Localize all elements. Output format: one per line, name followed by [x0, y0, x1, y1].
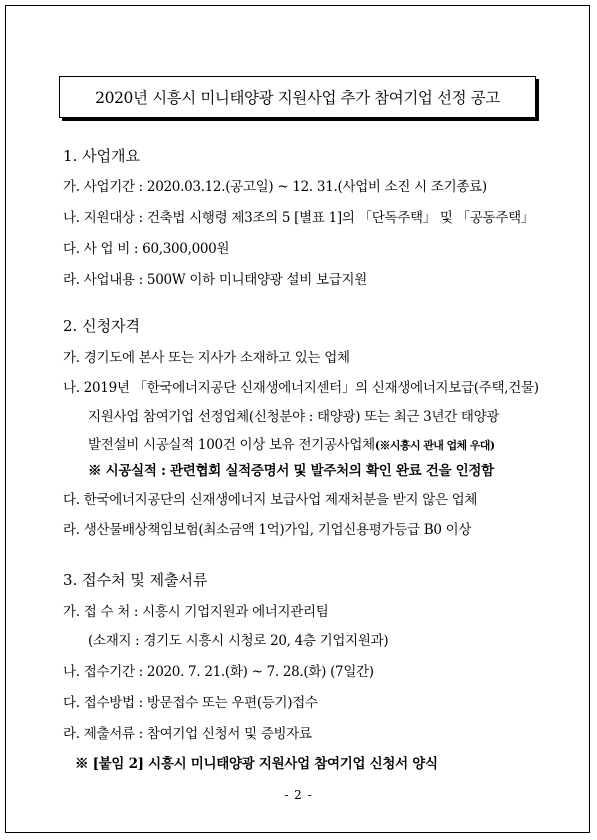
section-3-heading: 3. 접수처 및 제출서류: [63, 571, 208, 589]
page-number: - 2 -: [284, 788, 313, 802]
section-2-item-b-cont-1: 지원사업 참여기업 선정업체(신청분야 : 태양광) 또는 최근 3년간 태양광: [88, 409, 500, 425]
attachment-note: ※ [붙임 2] 시흥시 미니태양광 지원사업 참여기업 신청서 양식: [75, 756, 438, 772]
section-3-item-b: 나. 접수기간 : 2020. 7. 21.(화) ~ 7. 28.(화) (7일간): [63, 664, 374, 680]
section-1-item-a: 가. 사업기간 : 2020.03.12.(공고일) ~ 12. 31.(사업비 소진 시 조기종료): [63, 179, 487, 195]
section-3-item-c: 다. 접수방법 : 방문접수 또는 우편(등기)접수: [63, 695, 318, 711]
section-2-item-b-cont-2: [88, 435, 494, 456]
section-1-heading: 1. 사업개요: [63, 147, 141, 165]
local-preference-note: (※시흥시 관내 업체 우대): [374, 439, 495, 452]
section-2-item-d: 라. 생산물배상책임보험(최소금액 1억)가입, 기업신용평가등급 B0 이상: [63, 522, 472, 538]
section-2-item-b-cont-2-text: 발전설비 시공실적 100건 이상 보유 전기공사업체: [88, 437, 375, 453]
section-1-item-c: 다. 사 업 비 : 60,300,000원: [63, 241, 230, 257]
section-2-item-a: 가. 경기도에 본사 또는 지사가 소재하고 있는 업체: [63, 350, 350, 366]
section-1-item-d: 라. 사업내용 : 500W 이하 미니태양광 설비 보급지원: [63, 272, 367, 288]
section-2-item-b: 나. 2019년 「한국에너지공단 신재생에너지센터」의 신재생에너지보급(주택,건물): [63, 380, 539, 396]
section-1-item-b: 나. 지원대상 : 건축법 시행령 제3조의 5 [별표 1]의 「단독주택」 및 「공동주택」: [63, 210, 535, 226]
section-3-item-a: 가. 접 수 처 : 시흥시 기업지원과 에너지관리팀: [63, 604, 329, 620]
document-title: 2020년 시흥시 미니태양광 지원사업 추가 참여기업 선정 공고: [59, 76, 536, 118]
section-2-heading: 2. 신청자격: [63, 317, 141, 335]
construction-record-note: ※ 시공실적 : 관련협회 실적증명서 및 발주처의 확인 완료 건을 인정함: [88, 463, 494, 479]
section-3-item-d: 라. 제출서류 : 참여기업 신청서 및 증빙자료: [63, 726, 312, 742]
section-2-item-c: 다. 한국에너지공단의 신재생에너지 보급사업 제재처분을 받지 않은 업체: [63, 492, 478, 508]
section-3-item-a-address: (소재지 : 경기도 시흥시 시청로 20, 4층 기업지원과): [88, 633, 389, 649]
